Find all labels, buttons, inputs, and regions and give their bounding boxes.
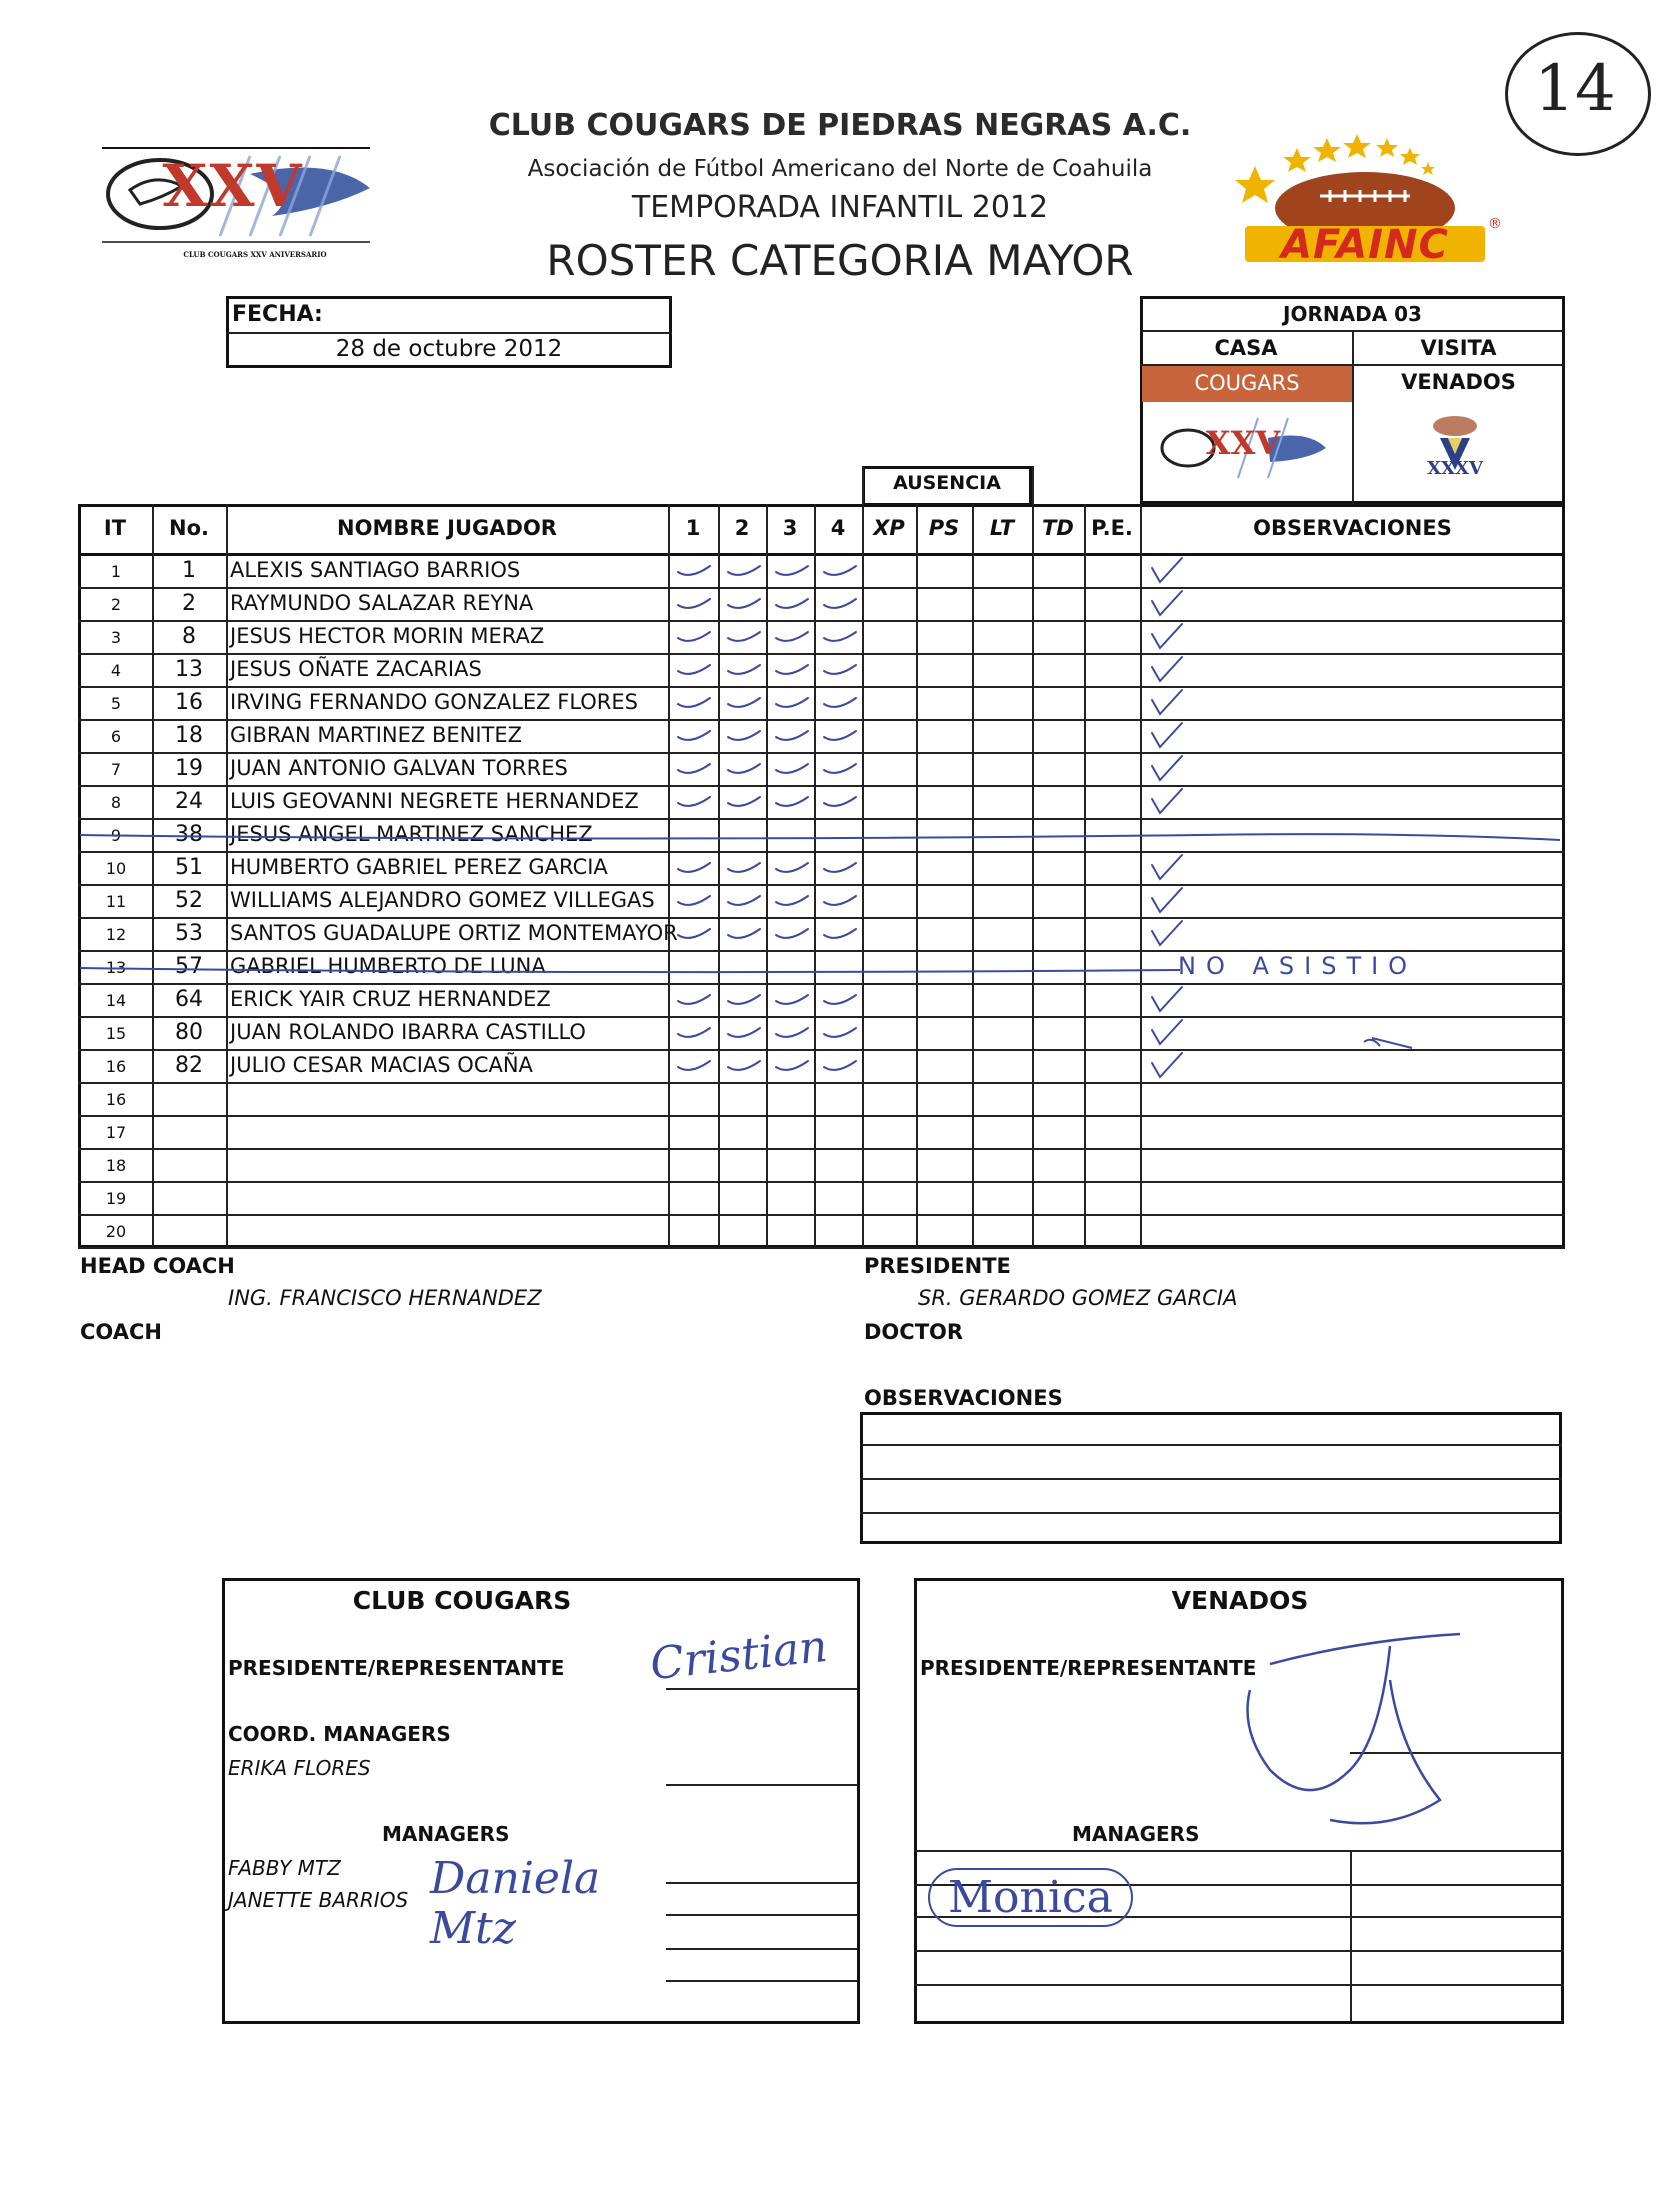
row-item-number: 5 (110, 694, 122, 713)
col-header-ps: PS (928, 516, 960, 540)
quarter-check-mark (776, 1028, 808, 1037)
president-label: PRESIDENTE (864, 1254, 1011, 1278)
quarter-check-mark (728, 863, 760, 872)
row-player-name: JUAN ANTONIO GALVAN TORRES (230, 756, 568, 780)
page-number: 14 (1534, 52, 1616, 126)
row-jersey-number: 64 (175, 987, 203, 1012)
cougars-coord-label: COORD. MANAGERS (228, 1722, 451, 1746)
quarter-check-mark (728, 731, 760, 740)
visita-team-logo-text: XXXV (1427, 458, 1483, 479)
row-player-name: JULIO CESAR MACIAS OCAÑA (230, 1053, 533, 1077)
row-jersey-number: 8 (182, 624, 196, 649)
row-player-name: JUAN ROLANDO IBARRA CASTILLO (230, 1020, 586, 1044)
quarter-check-mark (776, 665, 808, 674)
row-item-number: 11 (105, 892, 127, 911)
row-item-number: 2 (110, 595, 122, 614)
quarter-check-mark (776, 764, 808, 773)
venados-manager-signature: Monica (928, 1868, 1133, 1927)
observation-check-mark (1152, 1020, 1182, 1044)
row-jersey-number: 2 (182, 591, 196, 616)
venados-president-signature (1240, 1620, 1490, 1840)
observation-check-mark (1152, 855, 1182, 879)
jornada-title: JORNADA 03 (1283, 302, 1422, 326)
row-item-number: 3 (110, 628, 122, 647)
cougars-logo-caption: CLUB COUGARS XXV ANIVERSARIO (183, 250, 327, 259)
cougars-president-signature: Cristian (647, 1620, 830, 1691)
quarter-check-mark (728, 632, 760, 641)
quarter-check-mark (728, 566, 760, 575)
observation-check-mark (1152, 789, 1182, 813)
row-item-number: 7 (110, 760, 122, 779)
quarter-check-mark (678, 995, 710, 1004)
quarter-check-mark (776, 698, 808, 707)
row-player-name: JESUS HECTOR MORIN MERAZ (230, 624, 545, 648)
col-header-lt: LT (989, 516, 1015, 540)
row-player-name: ALEXIS SANTIAGO BARRIOS (230, 558, 521, 582)
quarter-check-mark (678, 764, 710, 773)
quarter-check-mark (728, 599, 760, 608)
row-jersey-number: 24 (175, 789, 203, 814)
cougars-presidente-label: PRESIDENTE/REPRESENTANTE (228, 1656, 565, 1680)
observation-check-mark (1152, 756, 1182, 780)
row-player-name: SANTOS GUADALUPE ORTIZ MONTEMAYOR (230, 921, 678, 945)
quarter-check-mark (776, 896, 808, 905)
col-header-td: TD (1042, 516, 1074, 540)
quarter-check-mark (678, 797, 710, 806)
row-item-number: 6 (110, 727, 122, 746)
row-jersey-number: 1 (182, 558, 196, 583)
observation-check-mark (1152, 558, 1182, 582)
season-title: TEMPORADA INFANTIL 2012 (631, 190, 1049, 225)
quarter-check-mark (678, 1061, 710, 1070)
row-jersey-number: 16 (175, 690, 203, 715)
col-header-q1: 1 (685, 516, 701, 540)
observation-check-mark (1152, 921, 1182, 945)
association-name: Asociación de Fútbol Americano del Norte de Coahuila (527, 156, 1153, 182)
row-jersey-number: 18 (175, 723, 203, 748)
row-player-name: WILLIAMS ALEJANDRO GOMEZ VILLEGAS (230, 888, 655, 912)
row-jersey-number: 13 (175, 657, 203, 682)
row-item-number: 10 (105, 859, 127, 878)
casa-team-logo-text: XXV (1205, 424, 1281, 462)
visita-label: VISITA (1420, 336, 1497, 360)
quarter-check-mark (776, 599, 808, 608)
president-name: SR. GERARDO GOMEZ GARCIA (918, 1286, 1238, 1310)
quarter-check-mark (776, 797, 808, 806)
quarter-check-mark (824, 665, 856, 674)
roster-title: ROSTER CATEGORIA MAYOR (546, 236, 1134, 285)
quarter-check-mark (678, 599, 710, 608)
row-player-name: RAYMUNDO SALAZAR REYNA (230, 591, 534, 615)
row-player-name: HUMBERTO GABRIEL PEREZ GARCIA (230, 855, 608, 879)
registered-mark: ® (1488, 216, 1502, 232)
row-item-number: 13 (105, 958, 127, 977)
quarter-check-mark (728, 698, 760, 707)
row-item-number: 15 (105, 1024, 127, 1043)
row-item-number: 9 (110, 826, 122, 845)
quarter-check-mark (824, 698, 856, 707)
quarter-check-mark (678, 731, 710, 740)
observation-check-mark (1152, 987, 1182, 1011)
quarter-check-mark (678, 929, 710, 938)
fecha-label: FECHA: (232, 302, 323, 327)
row-jersey-number: 52 (175, 888, 203, 913)
cougars-managers-label: MANAGERS (382, 1822, 510, 1846)
venados-presidente-label: PRESIDENTE/REPRESENTANTE (920, 1656, 1257, 1680)
quarter-check-mark (678, 665, 710, 674)
casa-label: CASA (1214, 336, 1278, 360)
head-coach-name: ING. FRANCISCO HERNANDEZ (228, 1286, 542, 1310)
quarter-check-mark (728, 797, 760, 806)
quarter-check-mark (824, 632, 856, 641)
row-item-number: 16 (105, 1090, 127, 1109)
quarter-check-mark (728, 1061, 760, 1070)
casa-team: COUGARS (1142, 366, 1352, 402)
row-item-number: 4 (110, 661, 122, 680)
row-jersey-number: 19 (175, 756, 203, 781)
quarter-check-mark (728, 995, 760, 1004)
quarter-check-mark (824, 731, 856, 740)
quarter-check-mark (678, 632, 710, 641)
quarter-check-mark (824, 566, 856, 575)
col-header-q4: 4 (830, 516, 846, 540)
quarter-check-mark (728, 1028, 760, 1037)
observation-check-mark (1152, 657, 1182, 681)
col-header-nombre: NOMBRE JUGADOR (337, 516, 557, 540)
row-player-name: IRVING FERNANDO GONZALEZ FLORES (230, 690, 638, 714)
quarter-check-mark (824, 896, 856, 905)
row-player-name: GABRIEL HUMBERTO DE LUNA (230, 954, 546, 978)
quarter-check-mark (678, 896, 710, 905)
observation-check-mark (1152, 888, 1182, 912)
col-header-it: IT (103, 516, 127, 540)
observation-check-mark (1152, 723, 1182, 747)
quarter-check-mark (728, 929, 760, 938)
col-header-q2: 2 (734, 516, 750, 540)
fecha-value: 28 de octubre 2012 (335, 336, 563, 362)
quarter-check-mark (824, 1028, 856, 1037)
row-jersey-number: 82 (175, 1053, 203, 1078)
row-player-name: GIBRAN MARTINEZ BENITEZ (230, 723, 523, 747)
row-player-name: LUIS GEOVANNI NEGRETE HERNANDEZ (230, 789, 639, 813)
row-item-number: 12 (105, 925, 127, 944)
observation-check-mark (1152, 624, 1182, 648)
row-jersey-number: 51 (175, 855, 203, 880)
quarter-check-mark (678, 863, 710, 872)
row-player-name: JESUS ANGEL MARTINEZ SANCHEZ (230, 822, 593, 846)
observation-check-mark (1152, 1053, 1182, 1077)
col-header-pe: P.E. (1091, 516, 1133, 540)
row-item-number: 14 (105, 991, 127, 1010)
quarter-check-mark (678, 698, 710, 707)
observation-check-mark (1152, 591, 1182, 615)
quarter-check-mark (776, 995, 808, 1004)
row-item-number: 18 (105, 1156, 127, 1175)
cougars-box-title: CLUB COUGARS (352, 1586, 572, 1615)
cougars-logo-text: XXV (162, 152, 304, 220)
coach-label: COACH (80, 1320, 162, 1344)
quarter-check-mark (824, 599, 856, 608)
head-coach-label: HEAD COACH (80, 1254, 235, 1278)
row-item-number: 1 (110, 562, 122, 581)
handwritten-note-no-asistio: NO ASISTIO (1178, 952, 1418, 980)
cougars-manager-1: FABBY MTZ (228, 1856, 341, 1880)
observation-check-mark (1152, 690, 1182, 714)
quarter-check-mark (776, 929, 808, 938)
cougars-coord-name: ERIKA FLORES (228, 1756, 371, 1780)
doctor-label: DOCTOR (864, 1320, 964, 1344)
row-jersey-number: 80 (175, 1020, 203, 1045)
col-header-no: No. (169, 516, 209, 540)
cougars-manager-signature: Daniela Mtz (430, 1853, 601, 1954)
quarter-check-mark (678, 1028, 710, 1037)
quarter-check-mark (776, 566, 808, 575)
afainc-logo-text: AFAINC (1281, 222, 1449, 268)
visita-team: VENADOS (1401, 370, 1516, 394)
row-jersey-number: 53 (175, 921, 203, 946)
row-item-number: 17 (105, 1123, 127, 1142)
quarter-check-mark (776, 632, 808, 641)
observaciones-label: OBSERVACIONES (864, 1386, 1063, 1410)
quarter-check-mark (824, 929, 856, 938)
venados-box-title: VENADOS (1171, 1586, 1309, 1615)
quarter-check-mark (824, 764, 856, 773)
quarter-check-mark (728, 665, 760, 674)
quarter-check-mark (678, 566, 710, 575)
row-jersey-number: 57 (175, 954, 203, 979)
ausencia-label: AUSENCIA (893, 472, 1001, 494)
col-header-xp: XP (873, 516, 905, 540)
quarter-check-mark (824, 797, 856, 806)
quarter-check-mark (728, 764, 760, 773)
row-item-number: 8 (110, 793, 122, 812)
club-name: CLUB COUGARS DE PIEDRAS NEGRAS A.C. (488, 108, 1192, 143)
quarter-check-mark (824, 995, 856, 1004)
row-jersey-number: 38 (175, 822, 203, 847)
quarter-check-mark (776, 863, 808, 872)
venados-managers-label: MANAGERS (1072, 1822, 1200, 1846)
row-item-number: 16 (105, 1057, 127, 1076)
cougars-manager-2: JANETTE BARRIOS (228, 1888, 409, 1912)
col-header-q3: 3 (782, 516, 798, 540)
col-header-observaciones: OBSERVACIONES (1253, 516, 1452, 540)
quarter-check-mark (776, 731, 808, 740)
quarter-check-mark (728, 896, 760, 905)
row-player-name: JESUS OÑATE ZACARIAS (230, 657, 482, 681)
quarter-check-mark (776, 1061, 808, 1070)
row-player-name: ERICK YAIR CRUZ HERNANDEZ (230, 987, 551, 1011)
quarter-check-mark (824, 863, 856, 872)
quarter-check-mark (824, 1061, 856, 1070)
row-item-number: 19 (105, 1189, 127, 1208)
row-item-number: 20 (105, 1222, 127, 1241)
